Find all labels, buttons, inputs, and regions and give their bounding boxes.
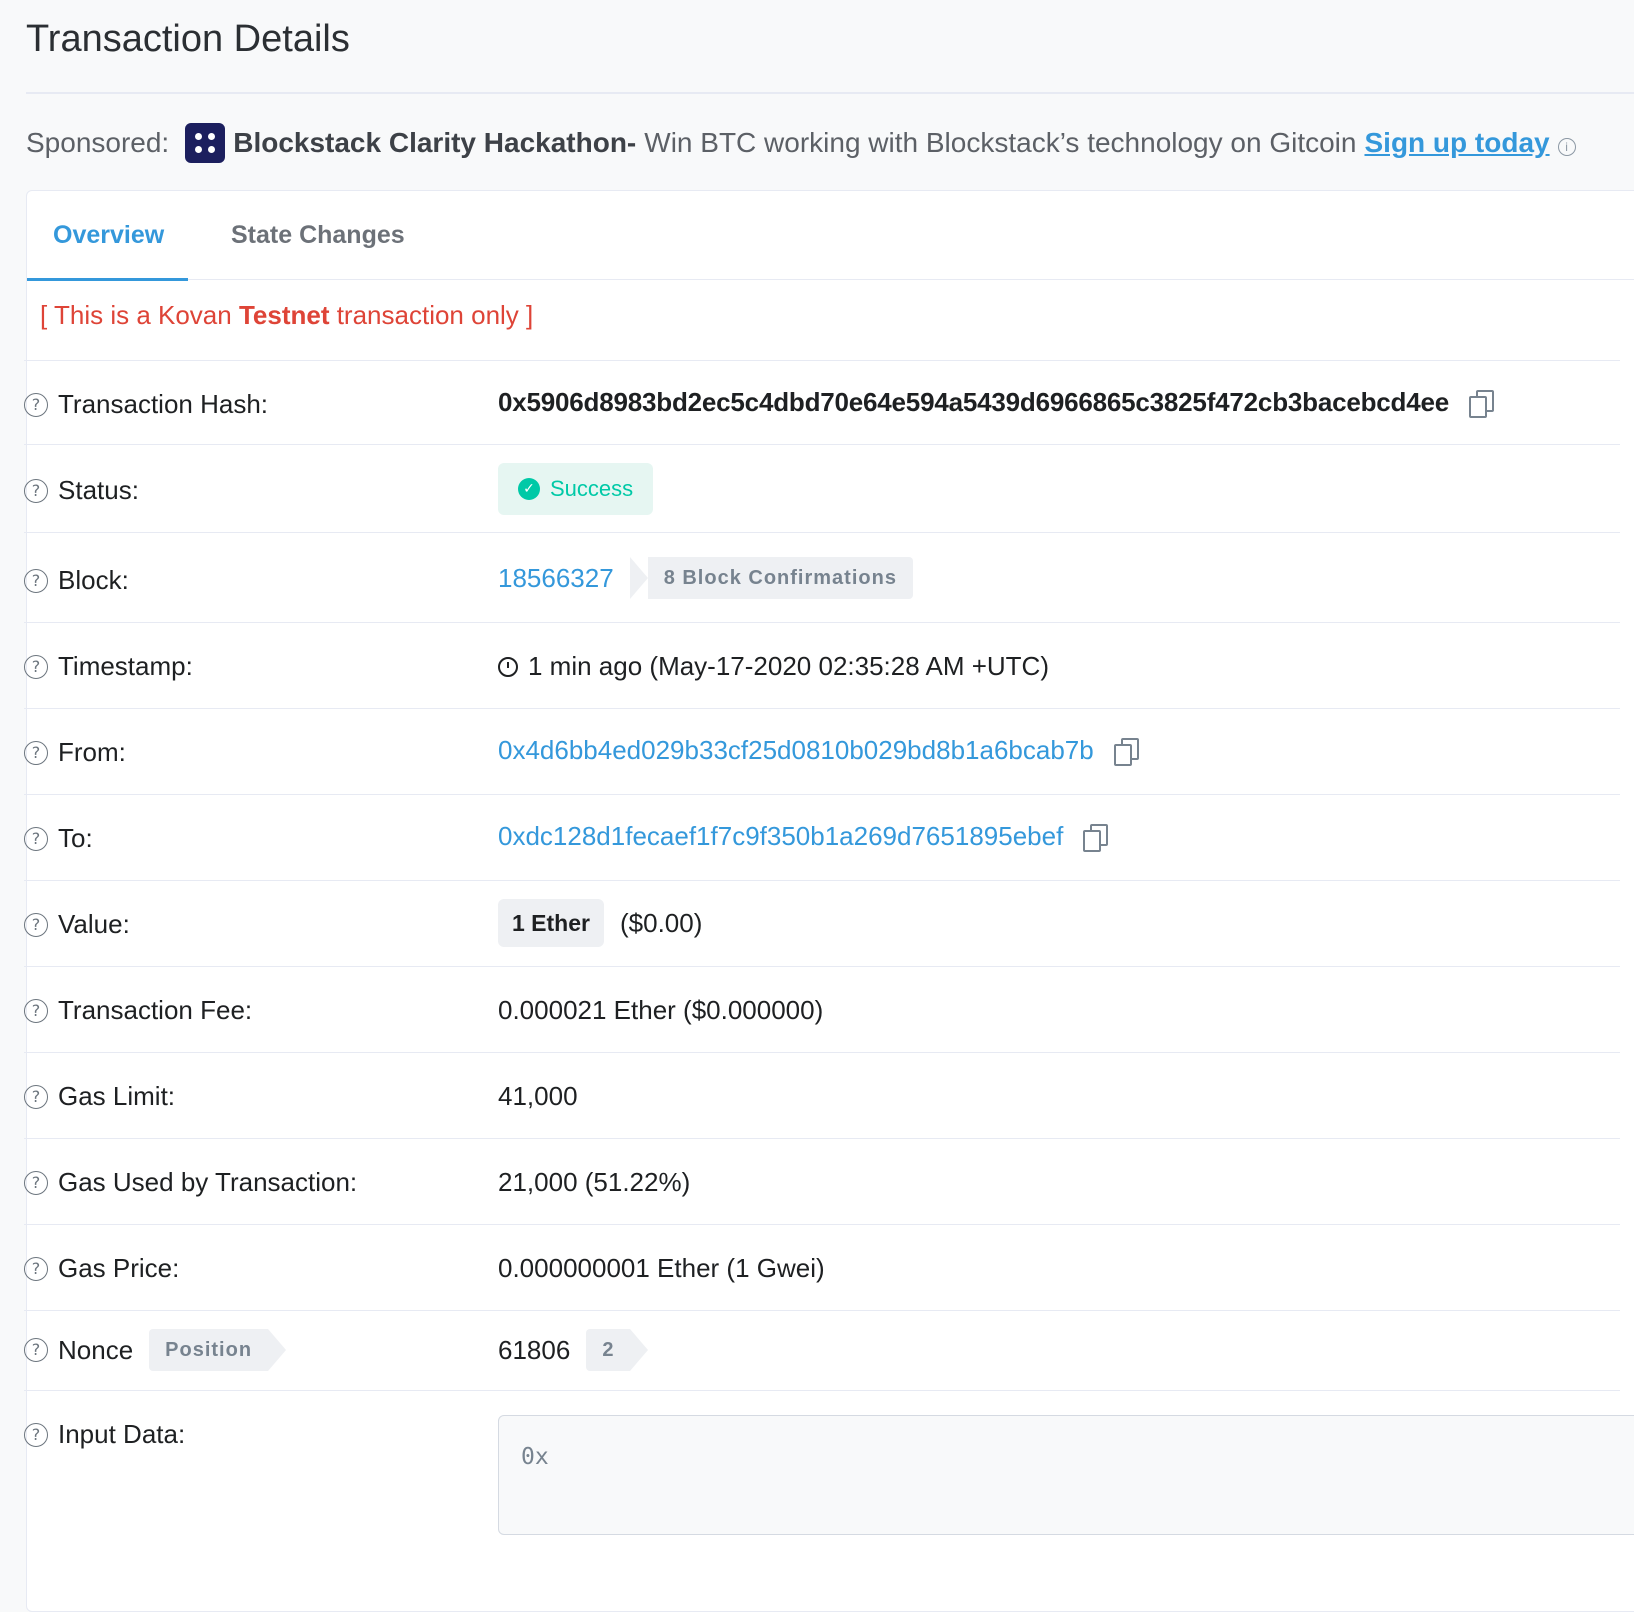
info-icon[interactable]: i: [1558, 138, 1576, 156]
input-data-label: Input Data:: [58, 1419, 186, 1449]
row-label: [24, 475, 139, 506]
timestamp-label: Timestamp:: [58, 651, 193, 681]
block-label: Block:: [58, 565, 129, 595]
from-label: From:: [58, 737, 126, 767]
gas-limit-label: Gas Limit:: [58, 1081, 176, 1111]
help-icon[interactable]: ?: [24, 1338, 48, 1362]
position-value-badge: 2: [586, 1329, 630, 1371]
row-label: [24, 909, 130, 940]
help-icon[interactable]: ?: [24, 1171, 48, 1195]
sponsored-banner: [26, 118, 1576, 168]
transaction-hash-label: Transaction Hash:: [58, 389, 269, 419]
timestamp-value: 1 min ago (May-17-2020 02:35:28 AM +UTC): [528, 651, 1049, 681]
value-usd: ($0.00): [619, 907, 703, 938]
row-label: [24, 737, 126, 768]
row-value: [498, 735, 1138, 766]
tab-bar: [27, 191, 1634, 280]
position-badge: Position: [149, 1329, 268, 1371]
row-to: [24, 794, 1620, 881]
row-value: [498, 821, 1107, 852]
row-value: [498, 1081, 578, 1112]
gas-used-label: Gas Used by Transaction:: [58, 1167, 358, 1197]
copy-icon[interactable]: [1083, 824, 1107, 850]
row-value: [498, 557, 913, 599]
row-value: [498, 463, 653, 515]
row-value-content: [498, 899, 702, 947]
row-label: [24, 565, 129, 596]
row-transaction-hash: [24, 360, 1620, 445]
help-icon[interactable]: ?: [24, 655, 48, 679]
row-value: [498, 1167, 690, 1198]
row-label: [24, 1419, 185, 1450]
tab-overview[interactable]: Overview: [53, 191, 164, 279]
gas-price-value: 0.000000001 Ether (1 Gwei): [498, 1253, 825, 1283]
nonce-label: Nonce: [58, 1334, 134, 1365]
help-icon[interactable]: ?: [24, 913, 48, 937]
row-input-data: [24, 1390, 1620, 1591]
help-icon[interactable]: ?: [24, 1257, 48, 1281]
help-icon[interactable]: ?: [24, 827, 48, 851]
transaction-fee-value: 0.000021 Ether ($0.000000): [498, 995, 824, 1025]
row-timestamp: [24, 622, 1620, 709]
row-label: [24, 1167, 357, 1198]
input-data-box[interactable]: 0x: [498, 1415, 1634, 1535]
gas-limit-value: 41,000: [498, 1081, 578, 1111]
help-icon[interactable]: ?: [24, 999, 48, 1023]
block-number-link[interactable]: 18566327: [498, 562, 614, 593]
sponsored-label: Sponsored:: [26, 127, 170, 158]
help-icon[interactable]: ?: [24, 393, 48, 417]
row-value: [498, 387, 1493, 418]
gas-used-value: 21,000 (51.22%): [498, 1167, 691, 1197]
help-icon[interactable]: ?: [24, 1423, 48, 1447]
help-icon[interactable]: ?: [24, 479, 48, 503]
row-block: [24, 532, 1620, 623]
testnet-notice: [40, 300, 533, 331]
status-value: Success: [550, 476, 634, 501]
row-value: [498, 995, 823, 1026]
row-from: [24, 708, 1620, 795]
testnet-notice-bold: Testnet: [238, 300, 330, 330]
blockstack-logo-icon: [185, 123, 225, 163]
row-label: [24, 823, 93, 854]
row-gas-limit: [24, 1052, 1620, 1139]
row-label: [24, 1081, 175, 1112]
row-nonce: [24, 1310, 1620, 1391]
value-label: Value:: [58, 909, 130, 939]
help-icon[interactable]: ?: [24, 1085, 48, 1109]
check-circle-icon: ✓: [518, 478, 540, 500]
row-label: [24, 995, 252, 1026]
help-icon[interactable]: ?: [24, 741, 48, 765]
row-label: [24, 1329, 268, 1371]
row-value: [24, 880, 1620, 967]
transaction-hash-value: 0x5906d8983bd2ec5c4dbd70e64e594a5439d6966865c3825f472cb3bacebcd4ee: [498, 387, 1449, 417]
sponsor-text: Win BTC working with Blockstack’s technology on Gitcoin: [644, 127, 1357, 158]
sign-up-link[interactable]: Sign up today: [1364, 127, 1550, 158]
tab-state-changes[interactable]: State Changes: [231, 221, 405, 249]
help-icon[interactable]: ?: [24, 569, 48, 593]
status-badge: [498, 463, 653, 515]
page-title: Transaction Details: [26, 18, 350, 60]
row-value: [498, 651, 1049, 682]
row-gas-price: [24, 1224, 1620, 1311]
testnet-notice-suffix: transaction only ]: [329, 300, 534, 330]
nonce-value: 61806: [498, 1334, 571, 1365]
copy-icon[interactable]: [1114, 738, 1138, 764]
row-label: [24, 389, 268, 420]
ether-amount-badge: 1 Ether: [498, 899, 604, 947]
to-label: To:: [58, 823, 93, 853]
row-transaction-fee: [24, 966, 1620, 1053]
sponsor-name: Blockstack Clarity Hackathon-: [233, 127, 637, 158]
gas-price-label: Gas Price:: [58, 1253, 180, 1283]
row-value: [498, 1253, 825, 1284]
to-address-link[interactable]: 0xdc128d1fecaef1f7c9f350b1a269d7651895ebef: [498, 821, 1064, 851]
row-status: [24, 444, 1620, 533]
row-gas-used: [24, 1138, 1620, 1225]
transaction-fee-label: Transaction Fee:: [58, 995, 253, 1025]
status-label: Status:: [58, 475, 139, 505]
title-divider: [26, 92, 1634, 94]
testnet-notice-prefix: [ This is a Kovan: [40, 300, 239, 330]
copy-icon[interactable]: [1469, 390, 1493, 416]
clock-icon: [498, 657, 518, 677]
row-label: [24, 651, 193, 682]
row-value: [498, 1329, 630, 1371]
block-confirmations-badge: 8 Block Confirmations: [630, 557, 913, 599]
row-label: [24, 1253, 179, 1284]
from-address-link[interactable]: 0x4d6bb4ed029b33cf25d0810b029bd8b1a6bcab7b: [498, 735, 1094, 765]
